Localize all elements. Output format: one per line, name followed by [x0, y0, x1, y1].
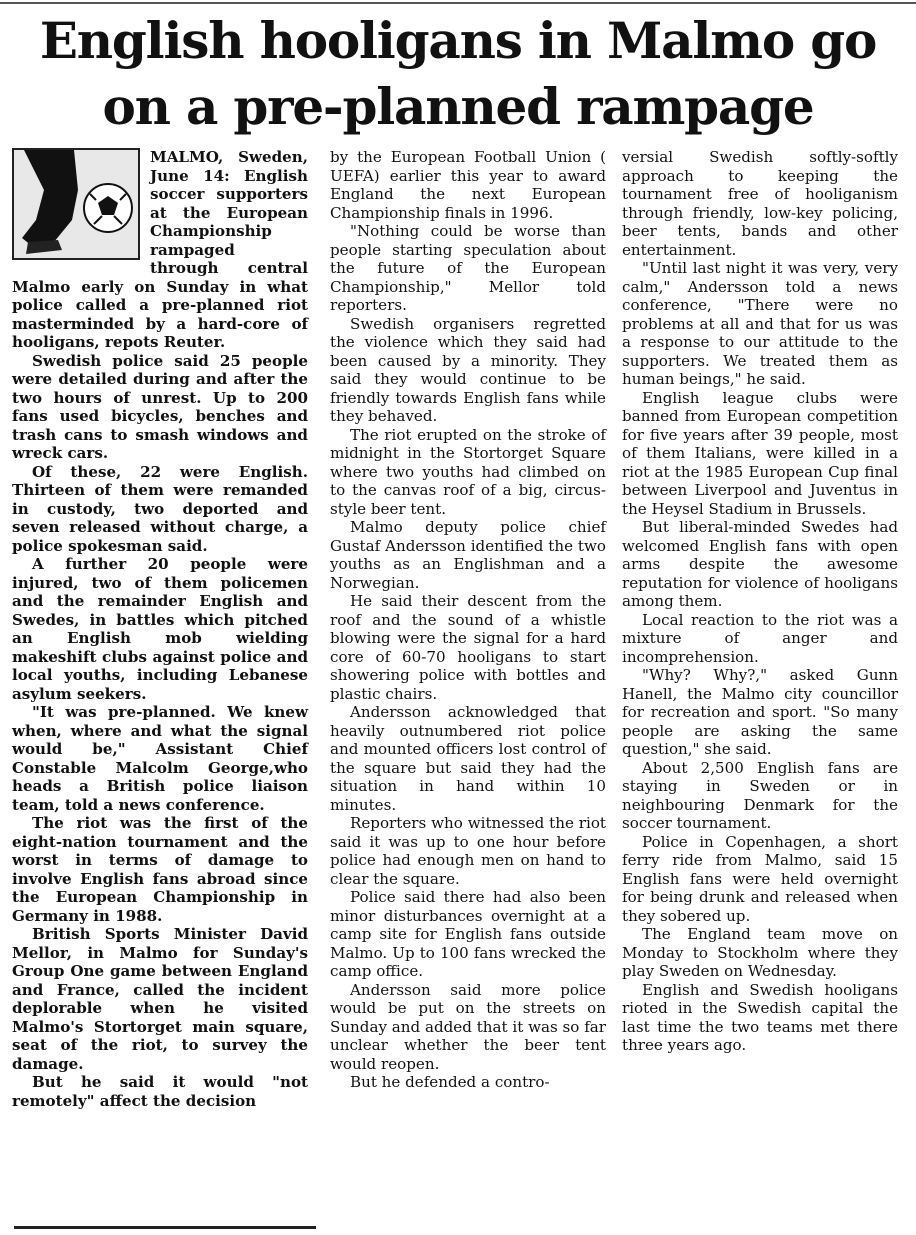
paragraph: English and Swedish hooligans rioted in the Swedish capital the last time the two teams met there three years ago. [622, 980, 898, 1054]
paragraph: English league clubs were banned from European competition for five years after 39 people, most of them Italians, were killed in a riot at the 1985 European Cup final between Liverpool and Juventus in the Heysel Stadium in Brussels. [622, 388, 898, 518]
paragraph: versial Swedish softly-softly approach to keeping the tournament free of hooliganism through friendly, low-key policing, beer tents, bands and other entertainment. [622, 148, 898, 259]
paragraph: Malmo deputy police chief Gustaf Andersson identified the two youths as an Englishman and a Norwegian. [330, 518, 606, 592]
paragraph: A further 20 people were injured, two of them policemen and the remainder English and Swedes, in battles which pitched an English mob wielding makeshift clubs against police and local youths, including Lebanese asylum seekers. [12, 555, 308, 703]
paragraph: But liberal-minded Swedes had welcomed English fans with open arms despite the awesome reputation for violence of hooligans among them. [622, 518, 898, 610]
paragraph: "It was pre-planned. We knew when, where and what the signal would be," Assistant Chief Constable Malcolm George,who heads a British police liaison team, told a news conference. [12, 703, 308, 814]
paragraph: Police said there had also been minor disturbances overnight at a camp site for English fans outside Malmo. Up to 100 fans wrecked the camp office. [330, 888, 606, 980]
photo [12, 148, 140, 260]
paragraph: British Sports Minister David Mellor, in Malmo for Sunday's Group One game between England and France, called the incident deplorable when he visited Malmo's Stortorget main square, seat of the riot, to survey the damage. [12, 925, 308, 1073]
paragraph: "Nothing could be worse than people starting speculation about the future of the European Championship," Mellor told reporters. [330, 222, 606, 314]
paragraph: He said their descent from the roof and the sound of a whistle blowing were the signal for a hard core of 60-70 hooligans to start showering police with bottles and plastic chairs. [330, 592, 606, 703]
paragraph: Swedish police said 25 people were detailed during and after the two hours of unrest. Up to 200 fans used bicycles, benches and trash cans to smash windows and wreck cars. [12, 351, 308, 462]
article-column-2 [330, 148, 606, 1092]
top-rule [0, 2, 916, 4]
paragraph: Swedish organisers regretted the violence which they said had been caused by a minority. They said they would continue to be friendly towards English fans while they behaved. [330, 314, 606, 425]
paragraph: Police in Copenhagen, a short ferry ride from Malmo, said 15 English fans were held overnight for being drunk and released when they sobered up. [622, 832, 898, 925]
paragraph: The riot erupted on the stroke of midnight in the Stortorget Square where two youths had climbed on to the canvas roof of a big, circus-style beer tent. [330, 425, 606, 518]
paragraph: The England team move on Monday to Stockholm where they play Sweden on Wednesday. [622, 925, 898, 980]
paragraph: Reporters who witnessed the riot said it was up to one hour before police had enough men on hand to clear the square. [330, 814, 606, 888]
paragraph: MALMO, Sweden, June 14: English soccer supporters at the European Championship rampaged through central Malmo early on Sunday in what police called a pre-planned riot masterminded by a hard-core of hooligans, repots Reuter. [12, 148, 308, 351]
paragraph: The riot was the first of the eight-nation tournament and the worst in terms of damage to involve English fans abroad since the European Championship in Germany in 1988. [12, 814, 308, 925]
article-column-1 [12, 148, 308, 1110]
paragraph: "Until last night it was very, very calm," Andersson told a news conference, "There were no problems at all and that for us was a response to our attitude to the supporters. We treated them as human beings," he said. [622, 259, 898, 388]
paragraph: About 2,500 English fans are staying in Sweden or in neighbouring Denmark for the soccer tournament. [622, 758, 898, 832]
paragraph: by the European Football Union ( UEFA) earlier this year to award England the next European Championship finals in 1996. [330, 148, 606, 222]
soccer-ball-kick-icon [14, 150, 138, 258]
paragraph: Of these, 22 were English. Thirteen of them were remanded in custody, two deported and seven released without charge, a police spokesman said. [12, 462, 308, 555]
paragraph: Local reaction to the riot was a mixture of anger and incomprehension. [622, 610, 898, 666]
bottom-rule [14, 1226, 316, 1229]
headline: English hooligans in Malmo go on a pre-planned rampage [39, 11, 877, 136]
paragraph: But he defended a contro- [350, 1073, 550, 1091]
article-column-3 [622, 148, 898, 1055]
paragraph: Andersson acknowledged that heavily outnumbered riot police and mounted officers lost control of the square but said they had the situation in hand within 10 minutes. [330, 703, 606, 814]
paragraph: But he said it would "not remotely" affect the decision [12, 1073, 308, 1110]
paragraph: Andersson said more police would be put on the streets on Sunday and added that it was so far unclear whether the beer tent would reopen. [330, 980, 606, 1073]
paragraph: "Why? Why?," asked Gunn Hanell, the Malmo city councillor for recreation and sport. "So many people are asking the same question," she said. [622, 666, 898, 758]
